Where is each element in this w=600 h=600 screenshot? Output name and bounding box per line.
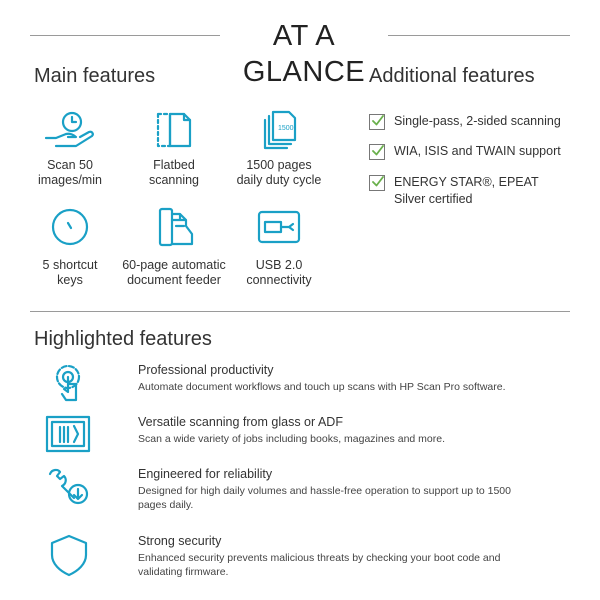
feature-label-line1: 5 shortcut <box>42 258 98 272</box>
wrench-download-icon <box>44 466 94 506</box>
shield-icon <box>44 533 94 577</box>
additional-feature-item <box>369 113 579 130</box>
feature-label-line2: connectivity <box>246 273 312 287</box>
additional-features-heading: Additional features <box>369 65 535 87</box>
checkbox-icon <box>369 114 385 130</box>
shortcut-dial-icon <box>42 206 98 248</box>
feature-label-line1: 60-page automatic <box>122 258 226 272</box>
feature-label-line1: Scan 50 <box>47 158 93 172</box>
feature-label-line2: images/min <box>38 173 102 187</box>
additional-feature-item <box>369 143 579 160</box>
hand-clock-icon <box>42 108 98 152</box>
additional-feature-text: ENERGY STAR®, EPEAT Silver certified <box>394 175 539 206</box>
title-rule-left <box>30 35 220 36</box>
highlight-description: Automate document workflows and touch up scans with HP Scan Pro software. <box>138 381 506 393</box>
highlight-description: Designed for high daily volumes and hassle-free operation to support up to 1500 pages daily. <box>138 485 511 511</box>
feature-usb <box>214 206 344 288</box>
feature-duty-cycle <box>214 108 344 188</box>
highlight-title: Engineered for reliability <box>138 467 273 481</box>
scanner-glass-icon <box>44 414 94 454</box>
additional-feature-item <box>369 174 564 208</box>
flatbed-icon <box>146 108 202 152</box>
highlight-description: Enhanced security prevents malicious threats by checking your boot code and validating firmware. <box>138 552 501 578</box>
feature-label-line1: Flatbed <box>153 158 195 172</box>
additional-feature-text: WIA, ISIS and TWAIN support <box>394 144 561 158</box>
feature-label-line2: scanning <box>148 173 200 187</box>
highlight-description: Scan a wide variety of jobs including books, magazines and more. <box>138 433 446 445</box>
pages-stack-icon <box>251 108 307 152</box>
pages-badge-text: 1500 <box>278 125 294 132</box>
page-title: AT A GLANCE <box>242 20 366 88</box>
feature-label-line1: USB 2.0 <box>255 258 303 272</box>
highlight-title: Strong security <box>138 534 222 548</box>
highlight-title: Professional productivity <box>138 363 274 377</box>
feature-label-line2: document feeder <box>127 273 221 287</box>
checkbox-icon <box>369 144 385 160</box>
document-feeder-icon <box>146 206 202 248</box>
feature-label-line2: daily duty cycle <box>236 173 322 187</box>
highlighted-features-heading: Highlighted features <box>34 328 212 350</box>
usb-icon <box>251 206 307 248</box>
section-divider <box>30 311 570 312</box>
gear-touch-icon <box>44 362 94 402</box>
title-rule-right <box>388 35 570 36</box>
additional-feature-text: Single-pass, 2-sided scanning <box>394 114 561 128</box>
feature-label-line1: 1500 pages <box>246 158 312 172</box>
main-features-heading: Main features <box>34 65 156 87</box>
highlight-title: Versatile scanning from glass or ADF <box>138 415 343 429</box>
feature-label-line2: keys <box>57 273 83 287</box>
checkbox-icon <box>369 175 385 191</box>
